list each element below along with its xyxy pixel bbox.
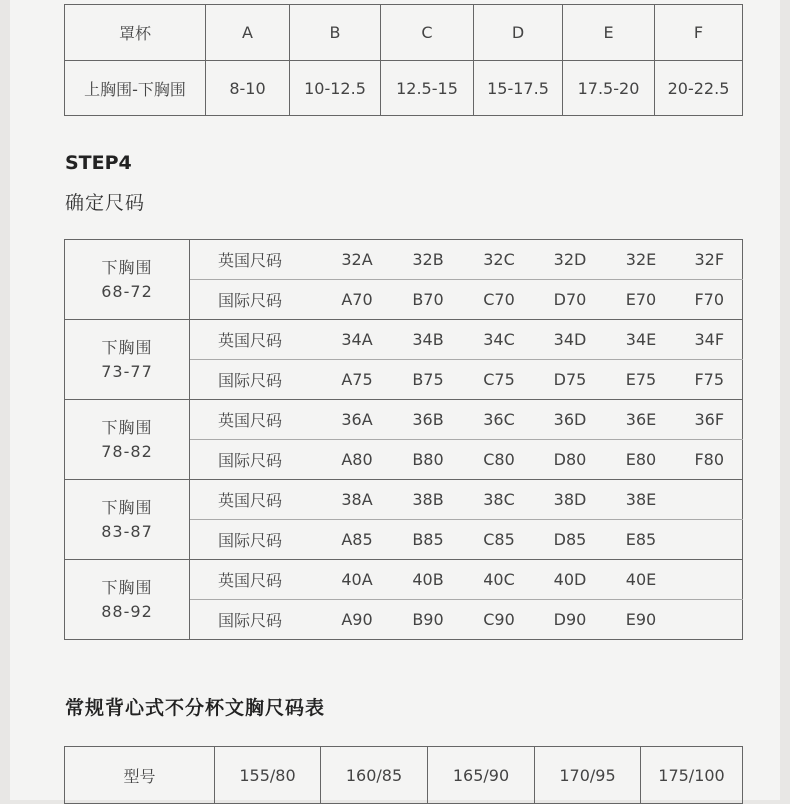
page (10, 0, 780, 800)
size-cell: 36A (322, 400, 393, 440)
size-cell: D80 (535, 440, 606, 480)
size-cell: C75 (464, 360, 535, 400)
size-cell: A70 (322, 280, 393, 320)
size-cell: D75 (535, 360, 606, 400)
uk-size-row (65, 480, 743, 520)
uk-size-label: 英国尺码 (190, 560, 322, 600)
vest-size-heading: 常规背心式不分杯文胸尺码表 (65, 697, 326, 719)
size-cell: D70 (535, 280, 606, 320)
size-cell: 36F (677, 400, 743, 440)
underbust-label: 下胸围 (101, 497, 153, 517)
size-cell: 40A (322, 560, 393, 600)
size-table (64, 239, 743, 640)
cup-row (65, 5, 743, 61)
cup-cell: A (206, 5, 290, 61)
size-cell: C90 (464, 600, 535, 640)
size-cell: 40C (464, 560, 535, 600)
size-cell (677, 560, 743, 600)
underbust-label: 下胸围 (101, 257, 153, 277)
size-cell: A80 (322, 440, 393, 480)
size-cell: 34E (606, 320, 677, 360)
size-cell: 38E (606, 480, 677, 520)
size-cell: B80 (393, 440, 464, 480)
size-cell: 38A (322, 480, 393, 520)
cup-size-table (64, 4, 743, 116)
size-cell: 40D (535, 560, 606, 600)
diff-cell: 8-10 (206, 61, 290, 116)
size-cell: 36C (464, 400, 535, 440)
underbust-cell (65, 560, 190, 640)
uk-size-label: 英国尺码 (190, 320, 322, 360)
size-cell: 34D (535, 320, 606, 360)
diff-row (65, 61, 743, 116)
step-subtitle: 确定尺码 (65, 192, 146, 214)
size-cell: A85 (322, 520, 393, 560)
size-cell: B90 (393, 600, 464, 640)
size-cell: B75 (393, 360, 464, 400)
size-cell: B70 (393, 280, 464, 320)
underbust-cell (65, 320, 190, 400)
diff-cell: 10-12.5 (290, 61, 381, 116)
size-cell: 32D (535, 240, 606, 280)
size-cell: E80 (606, 440, 677, 480)
size-cell: 36B (393, 400, 464, 440)
size-cell: 32B (393, 240, 464, 280)
underbust-cell (65, 240, 190, 320)
size-cell: D90 (535, 600, 606, 640)
underbust-range: 83-87 (101, 521, 153, 541)
size-cell: F70 (677, 280, 743, 320)
size-cell: 34F (677, 320, 743, 360)
cup-cell: E (563, 5, 655, 61)
underbust-range: 68-72 (101, 281, 153, 301)
size-cell: 34B (393, 320, 464, 360)
underbust-cell (65, 480, 190, 560)
intl-size-label: 国际尺码 (190, 600, 322, 640)
uk-size-row (65, 240, 743, 280)
size-cell: 32C (464, 240, 535, 280)
cup-cell: C (381, 5, 474, 61)
size-cell: F80 (677, 440, 743, 480)
intl-size-label: 国际尺码 (190, 280, 322, 320)
size-cell: A75 (322, 360, 393, 400)
underbust-range: 73-77 (101, 361, 153, 381)
cup-cell: F (655, 5, 743, 61)
size-cell: A90 (322, 600, 393, 640)
intl-size-label: 国际尺码 (190, 360, 322, 400)
model-cell: 165/90 (428, 747, 535, 804)
uk-size-label: 英国尺码 (190, 240, 322, 280)
underbust-range: 88-92 (101, 601, 153, 621)
diff-cell: 12.5-15 (381, 61, 474, 116)
model-cell: 175/100 (641, 747, 743, 804)
size-cell: C80 (464, 440, 535, 480)
size-cell: E85 (606, 520, 677, 560)
size-cell: 38B (393, 480, 464, 520)
size-cell: 40E (606, 560, 677, 600)
cup-cell: D (474, 5, 563, 61)
model-cell: 155/80 (215, 747, 321, 804)
intl-size-label: 国际尺码 (190, 440, 322, 480)
diff-row-label: 上胸围-下胸围 (65, 61, 206, 116)
size-cell: 40B (393, 560, 464, 600)
model-cell: 160/85 (321, 747, 428, 804)
diff-cell: 15-17.5 (474, 61, 563, 116)
underbust-range: 78-82 (101, 441, 153, 461)
underbust-label: 下胸围 (101, 337, 153, 357)
uk-size-row (65, 320, 743, 360)
size-cell: B85 (393, 520, 464, 560)
uk-size-label: 英国尺码 (190, 400, 322, 440)
size-cell: C85 (464, 520, 535, 560)
step-title: STEP4 (65, 152, 132, 174)
size-cell: 32A (322, 240, 393, 280)
size-cell: F75 (677, 360, 743, 400)
cup-row-label: 罩杯 (65, 5, 206, 61)
size-cell: E75 (606, 360, 677, 400)
diff-cell: 20-22.5 (655, 61, 743, 116)
size-cell: 38C (464, 480, 535, 520)
size-cell: 36D (535, 400, 606, 440)
size-cell: 34A (322, 320, 393, 360)
size-cell: 34C (464, 320, 535, 360)
underbust-label: 下胸围 (101, 417, 153, 437)
uk-size-label: 英国尺码 (190, 480, 322, 520)
uk-size-row (65, 400, 743, 440)
size-cell: 38D (535, 480, 606, 520)
underbust-label: 下胸围 (101, 577, 153, 597)
diff-cell: 17.5-20 (563, 61, 655, 116)
size-cell: E70 (606, 280, 677, 320)
model-cell: 170/95 (535, 747, 641, 804)
size-cell: 36E (606, 400, 677, 440)
size-cell: 32F (677, 240, 743, 280)
size-cell (677, 600, 743, 640)
cup-cell: B (290, 5, 381, 61)
size-cell: 32E (606, 240, 677, 280)
size-cell: C70 (464, 280, 535, 320)
size-cell: E90 (606, 600, 677, 640)
vest-size-table (64, 746, 743, 804)
uk-size-row (65, 560, 743, 600)
underbust-cell (65, 400, 190, 480)
size-cell (677, 520, 743, 560)
intl-size-label: 国际尺码 (190, 520, 322, 560)
size-cell: D85 (535, 520, 606, 560)
size-cell (677, 480, 743, 520)
model-row (65, 747, 743, 804)
model-row-label: 型号 (65, 747, 215, 804)
